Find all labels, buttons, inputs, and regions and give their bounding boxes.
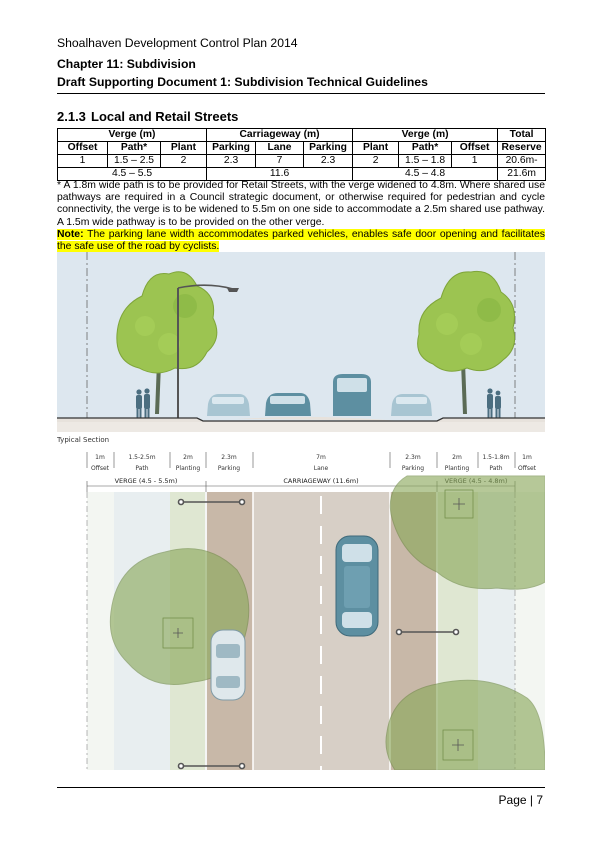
col-path: Path* xyxy=(399,142,452,155)
dimension-label: 1.5-2.5m xyxy=(128,454,156,461)
supporting-doc-title: Draft Supporting Document 1: Subdivision Technical Guidelines xyxy=(57,75,428,89)
footer-rule xyxy=(57,787,545,788)
chapter-title: Chapter 11: Subdivision xyxy=(57,57,196,71)
table-cell: 1 xyxy=(58,155,108,168)
col-parking: Parking xyxy=(207,142,256,155)
col-lane: Lane xyxy=(256,142,304,155)
table-row xyxy=(58,168,546,181)
car-icon xyxy=(211,630,245,700)
table-cell: 7 xyxy=(256,155,304,168)
table-header-row xyxy=(58,142,546,155)
group-carriageway: Carriageway (m) xyxy=(207,129,353,142)
table-group-row xyxy=(58,129,546,142)
table-cell: 21.6m xyxy=(498,168,546,181)
table-cell: 4.5 – 5.5 xyxy=(58,168,207,181)
elevation-view xyxy=(57,252,545,432)
dimension-label: 1m xyxy=(95,454,105,461)
zone-label: Planting xyxy=(175,465,201,472)
car-icon xyxy=(336,536,378,636)
note-text: The parking lane width accommodates parked vehicles, enables safe door opening and facilitates the safe use of the road by cyclists. xyxy=(57,228,545,253)
table-cell: 4.5 – 4.8 xyxy=(353,168,498,181)
zone-label: Path xyxy=(489,465,503,472)
zone-label: Offset xyxy=(517,465,537,472)
col-plant: Plant xyxy=(161,142,207,155)
group-verge-left: Verge (m) xyxy=(58,129,207,142)
dimension-label: 2.3m xyxy=(405,454,421,461)
zone-label: Parking xyxy=(217,465,241,472)
col-reserve: Reserve xyxy=(498,142,546,155)
zone-label: Planting xyxy=(444,465,470,472)
group-total: Total xyxy=(498,129,546,142)
group-verge-right: Verge (m) xyxy=(353,129,498,142)
street-cross-section-diagram xyxy=(57,252,545,770)
table-row xyxy=(58,155,546,168)
col-offset: Offset xyxy=(58,142,108,155)
car-icon xyxy=(391,394,432,416)
zone-label: Lane xyxy=(313,465,329,472)
document-title: Shoalhaven Development Control Plan 2014 xyxy=(57,36,298,50)
table-cell: 11.6 xyxy=(207,168,353,181)
table-cell: 1 xyxy=(452,155,498,168)
carriageway-label: CARRIAGEWAY (11.6m) xyxy=(283,477,359,485)
bus-icon xyxy=(333,374,371,416)
street-dimension-table xyxy=(57,128,546,181)
zone-label: Offset xyxy=(90,465,110,472)
col-parking: Parking xyxy=(304,142,353,155)
typical-section-label: Typical Section xyxy=(57,436,110,444)
section-heading xyxy=(57,109,238,124)
table-cell: 2 xyxy=(353,155,399,168)
table-cell: 2 xyxy=(161,155,207,168)
zone-label: Parking xyxy=(401,465,425,472)
car-icon xyxy=(265,393,311,416)
note-label: Note: xyxy=(57,228,84,240)
zone-label: Path xyxy=(135,465,149,472)
dimension-label: 1.5-1.8m xyxy=(482,454,510,461)
table-cell: 1.5 – 2.5 xyxy=(108,155,161,168)
table-cell: 2.3 xyxy=(207,155,256,168)
col-path: Path* xyxy=(108,142,161,155)
notes-block xyxy=(57,180,545,253)
table-cell: 2.3 xyxy=(304,155,353,168)
dimension-label: 7m xyxy=(316,454,326,461)
table-cell: 1.5 – 1.8 xyxy=(399,155,452,168)
car-icon xyxy=(207,394,250,416)
header-rule xyxy=(57,93,545,94)
col-plant: Plant xyxy=(353,142,399,155)
section-title: Local and Retail Streets xyxy=(91,109,239,124)
col-offset: Offset xyxy=(452,142,498,155)
dimension-label: 2m xyxy=(183,454,193,461)
page-number: Page | 7 xyxy=(498,793,543,807)
footnote-text: * A 1.8m wide path is to be provided for Retail Streets, with the verge widened to 4.8m. Where shared use pathways are required in a Council strategic document, or otherwise required for pedestrian and cycle connectivity, the verge is to be widened to 5.5m on one side to accommodate a 2.5m shared use pathway. A 1.5m wide pathway is to be provided on the other verge. xyxy=(57,180,545,228)
dimension-label: 2m xyxy=(452,454,462,461)
table-cell: 20.6m- xyxy=(498,155,546,168)
dimension-label: 2.3m xyxy=(221,454,237,461)
section-number: 2.1.3 xyxy=(57,109,86,124)
dimension-label: 1m xyxy=(522,454,532,461)
verge-left-label: VERGE (4.5 - 5.5m) xyxy=(114,477,178,485)
plan-view xyxy=(57,476,545,770)
